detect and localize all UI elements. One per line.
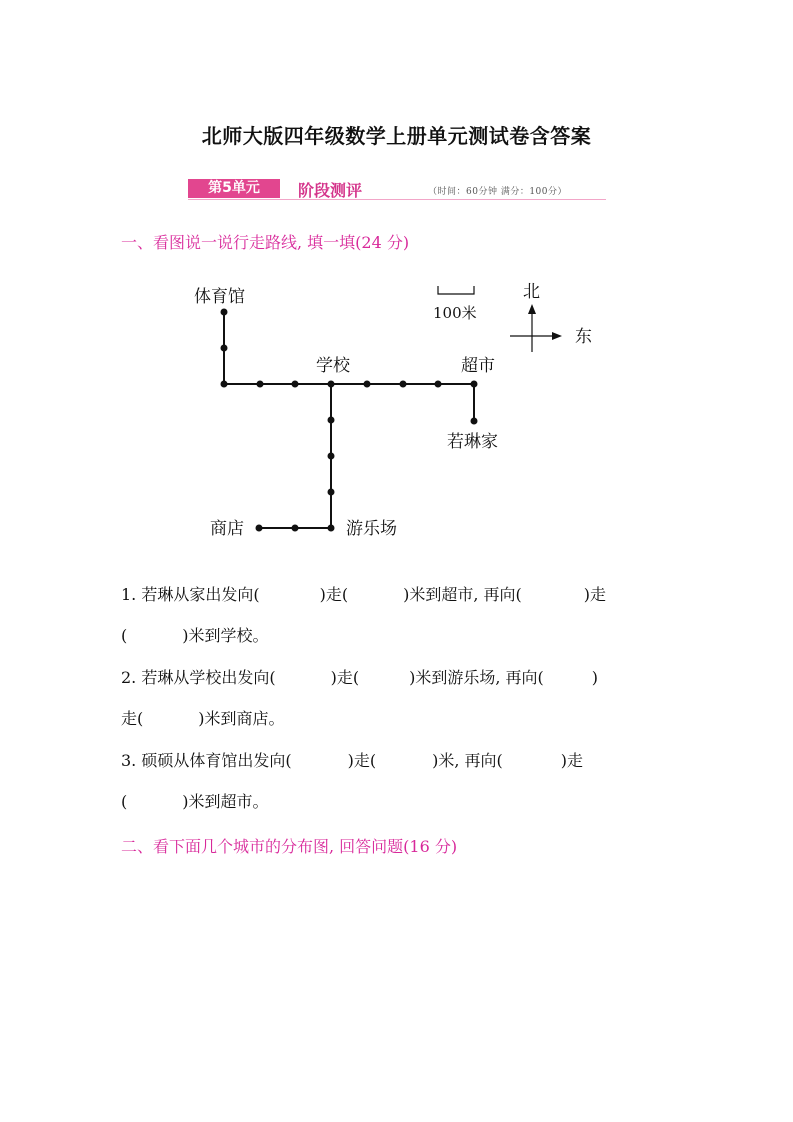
route-dot xyxy=(400,381,407,388)
unit-name: 阶段测评 xyxy=(298,181,363,200)
route-dot xyxy=(328,453,335,460)
route-dot xyxy=(221,381,228,388)
q2-text-f: )米到商店。 xyxy=(198,709,285,728)
document-title: 北师大版四年级数学上册单元测试卷含答案 xyxy=(201,124,592,148)
label-supermarket: 超市 xyxy=(461,356,495,376)
dot-gym xyxy=(221,309,228,316)
q3-text-e: ( xyxy=(121,792,128,811)
compass-north-label: 北 xyxy=(523,282,540,302)
question-3-line-1 xyxy=(121,751,583,771)
unit-tab: 第5单元 xyxy=(188,179,280,198)
question-2-line-2 xyxy=(121,709,285,729)
route-dot xyxy=(292,525,299,532)
q1-text-b: )走( xyxy=(319,585,349,604)
q1-text-f: )米到学校。 xyxy=(182,626,269,645)
route-dot xyxy=(435,381,442,388)
q1-text-d: )走 xyxy=(583,585,607,604)
question-1-line-2 xyxy=(121,626,269,646)
question-3-line-2 xyxy=(121,792,269,812)
scale-bar xyxy=(438,286,474,294)
q1-text-e: ( xyxy=(121,626,128,645)
dot-shop xyxy=(256,525,263,532)
route-dot xyxy=(328,489,335,496)
route-map xyxy=(0,0,793,560)
q2-text-c: )米到游乐场, 再向( xyxy=(409,668,544,687)
q2-text-a: 2. 若琳从学校出发向( xyxy=(121,668,276,687)
route-dot xyxy=(221,345,228,352)
q3-text-f: )米到超市。 xyxy=(182,792,269,811)
section-heading-2: 二、看下面几个城市的分布图, 回答问题(16 分) xyxy=(121,837,458,856)
route-dot xyxy=(328,417,335,424)
q1-text-a: 1. 若琳从家出发向( xyxy=(121,585,260,604)
route-dot xyxy=(292,381,299,388)
north-arrow-icon xyxy=(528,304,536,314)
label-gym: 体育馆 xyxy=(194,287,245,307)
q2-text-e: 走( xyxy=(121,709,144,728)
q2-text-d: ) xyxy=(591,668,599,687)
dot-supermarket xyxy=(471,381,478,388)
dot-home xyxy=(471,418,478,425)
question-1-line-1 xyxy=(121,585,606,605)
east-arrow-icon xyxy=(552,332,562,340)
label-playground: 游乐场 xyxy=(346,519,397,539)
section-heading-1: 一、看图说一说行走路线, 填一填(24 分) xyxy=(121,233,410,252)
label-home: 若琳家 xyxy=(447,432,498,452)
q2-text-b: )走( xyxy=(330,668,360,687)
compass-icon xyxy=(510,304,562,352)
q3-text-a: 3. 硕硕从体育馆出发向( xyxy=(121,751,292,770)
label-shop: 商店 xyxy=(210,519,244,539)
q3-text-c: )米, 再向( xyxy=(432,751,503,770)
route-school-to-shop xyxy=(259,384,331,528)
compass-east-label: 东 xyxy=(575,327,592,347)
dot-playground xyxy=(328,525,335,532)
question-2-line-1 xyxy=(121,668,598,688)
route-dots xyxy=(221,309,478,532)
dot-school xyxy=(328,381,335,388)
q1-text-c: )米到超市, 再向( xyxy=(403,585,522,604)
route-dot xyxy=(364,381,371,388)
route-dot xyxy=(257,381,264,388)
route-lines xyxy=(224,312,474,528)
q3-text-b: )走( xyxy=(347,751,377,770)
scale-label: 100米 xyxy=(433,304,477,322)
time-info: （时间：60分钟 满分：100分） xyxy=(428,187,567,197)
label-school: 学校 xyxy=(316,356,350,376)
q3-text-d: )走 xyxy=(560,751,584,770)
